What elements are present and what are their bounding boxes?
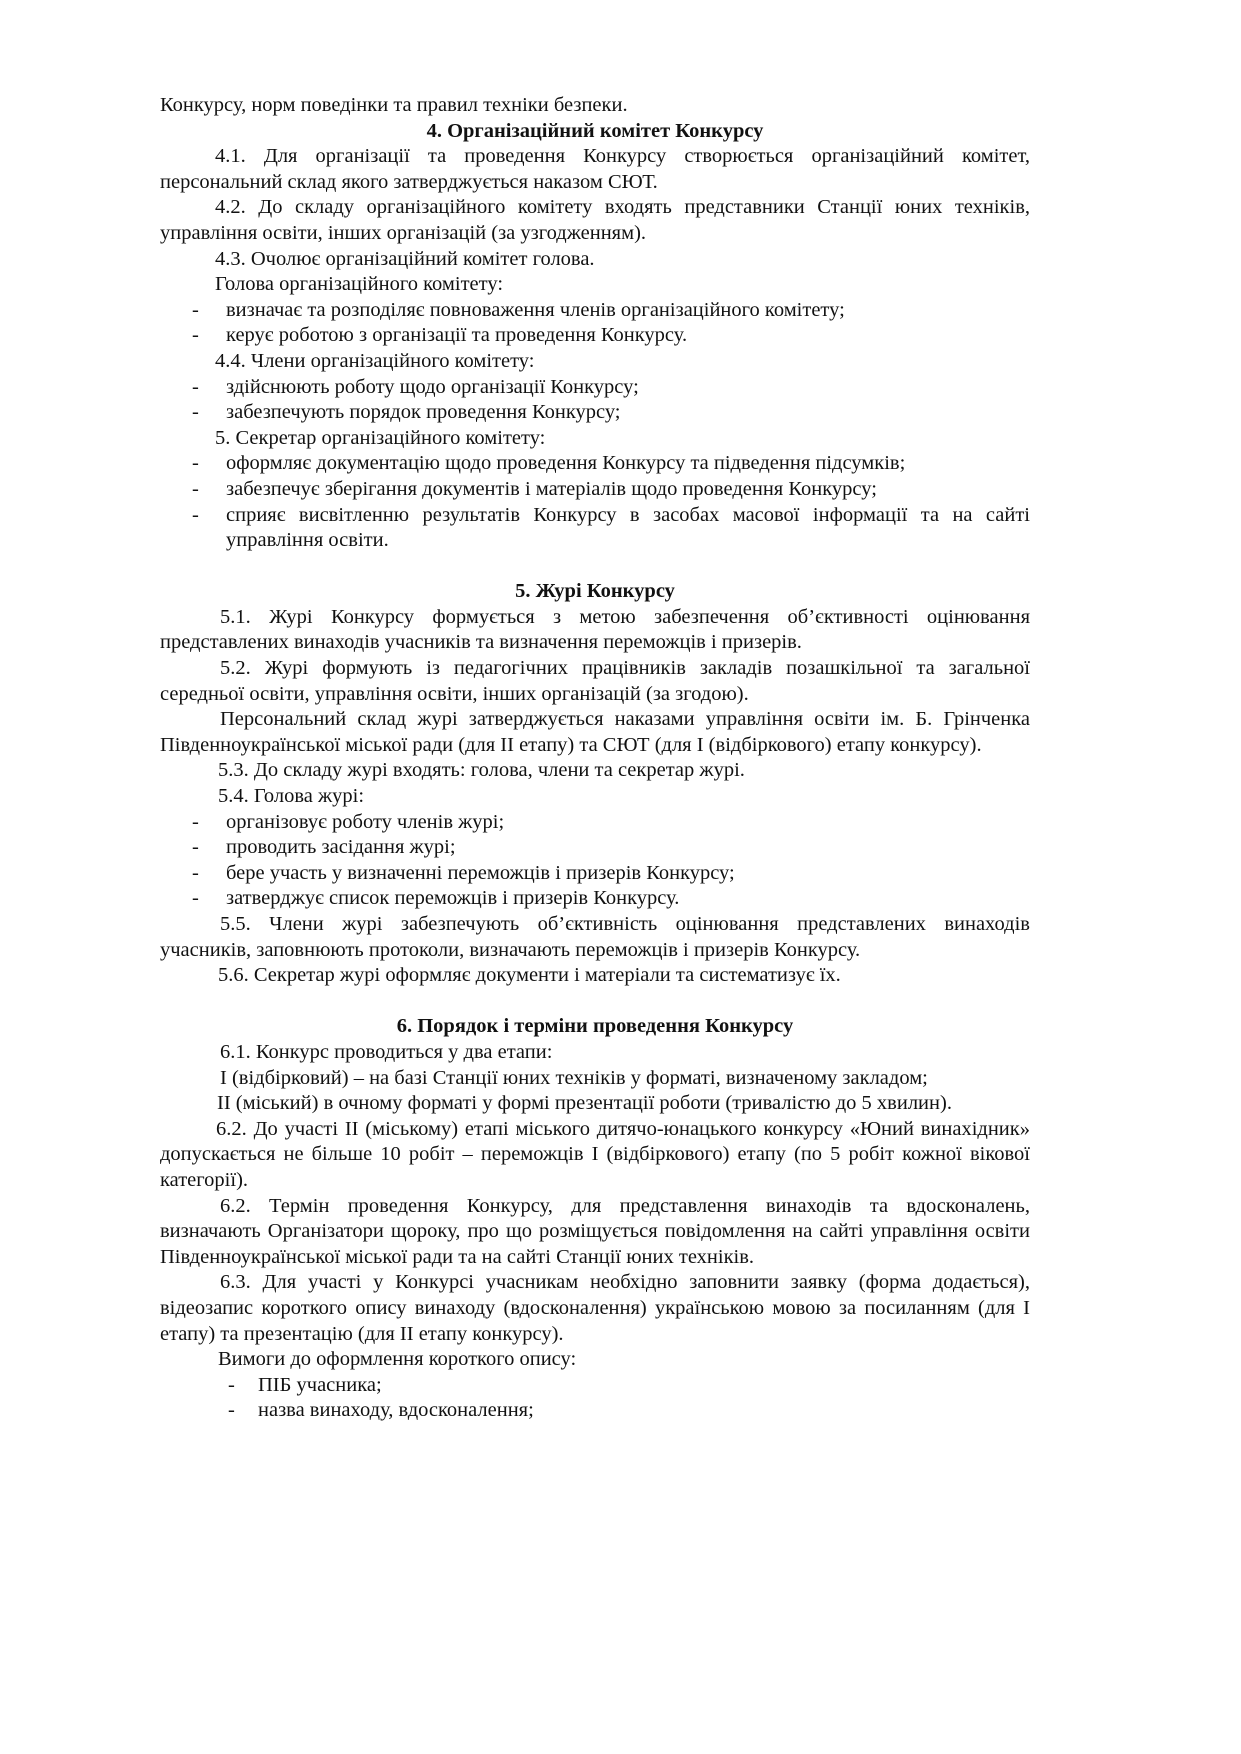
list-item: - визначає та розподіляє повноваження членів організаційного комітету; <box>160 298 1030 324</box>
bullet-dash: - <box>192 477 199 500</box>
bullet-dash: - <box>192 298 199 321</box>
paragraph-5-2: 5.2. Журі формують із педагогічних працівників закладів позашкільної та загальної середньої освіти, управління освіти, інших організацій (за згодою). <box>160 657 1030 705</box>
list-item: - забезпечує зберігання документів і матеріалів щодо проведення Конкурсу; <box>160 477 1030 503</box>
bullet-dash: - <box>192 836 199 859</box>
list-item: - проводить засідання журі; <box>160 835 1030 861</box>
document-page <box>160 93 1030 1424</box>
bullet-dash: - <box>192 375 199 398</box>
paragraph-4-2: 4.2. До складу організаційного комітету входять представники Станції юних техніків, управління освіти, інших організацій (за узгодженням). <box>160 196 1030 244</box>
intro-line: Конкурсу, норм поведінки та правил техніки безпеки. <box>160 94 628 116</box>
bullet-dash: - <box>228 1399 235 1422</box>
list-item: - затверджує список переможців і призерів Конкурсу. <box>160 886 1030 912</box>
bullet-dash: - <box>192 503 199 526</box>
paragraph-4-4: 4.4. Члени організаційного комітету: <box>215 349 535 372</box>
paragraph-5-6: 5.6. Секретар журі оформляє документи і матеріали та систематизує їх. <box>218 964 841 987</box>
paragraph-personal: Персональний склад журі затверджується наказами управління освіти ім. Б. Грінченка Південноукраїнської міської ради (для ІІ етапу) та СЮТ (для І (відбіркового) етапу конкурсу). <box>160 708 1030 756</box>
bullet-dash: - <box>192 401 199 424</box>
bullet-dash: - <box>192 810 199 833</box>
spacer <box>160 989 1030 1015</box>
bullet-dash: - <box>228 1373 235 1396</box>
list-item: - керує роботою з організації та проведення Конкурсу. <box>160 323 1030 349</box>
list-item: - бере участь у визначенні переможців і призерів Конкурсу; <box>160 861 1030 887</box>
list-item: - організовує роботу членів журі; <box>160 810 1030 836</box>
spacer <box>160 554 1030 580</box>
paragraph-5-5: 5.5. Члени журі забезпечують об’єктивність оцінювання представлених винаходів учасників, заповнюють протоколи, визначають переможців і призерів Конкурсу. <box>160 913 1030 961</box>
bullet-dash: - <box>192 861 199 884</box>
list-item: - забезпечують порядок проведення Конкурсу; <box>160 400 1030 426</box>
paragraph-5-secretary: 5. Секретар організаційного комітету: <box>215 426 546 449</box>
bullet-dash: - <box>192 887 199 910</box>
bullet-dash: - <box>192 452 199 475</box>
list-item: - ПІБ учасника; <box>160 1373 1030 1399</box>
section-4-heading: 4. Організаційний комітет Конкурсу <box>426 119 764 142</box>
paragraph-6-2b: 6.2. Термін проведення Конкурсу, для представлення винаходів та вдосконалень, визначають Організатори щороку, про що розміщується повідомлення на сайті управління освіти Південноукраїнської міської ради та на сайті Станції юних техніків. <box>160 1194 1030 1268</box>
paragraph-5-3: 5.3. До складу журі входять: голова, члени та секретар журі. <box>218 759 745 782</box>
list-item: - назва винаходу, вдосконалення; <box>160 1398 1030 1424</box>
head-label: Голова організаційного комітету: <box>215 273 504 296</box>
list-item: - здійснюють роботу щодо організації Конкурсу; <box>160 375 1030 401</box>
paragraph-4-3: 4.3. Очолює організаційний комітет голова. <box>215 247 595 270</box>
paragraph-6-3: 6.3. Для участі у Конкурсі учасникам необхідно заповнити заявку (форма додається), відеозапис короткого опису винаходу (вдосконалення) українською мовою за посиланням (для І етапу) та презентацію (для ІІ етапу конкурсу). <box>160 1271 1030 1345</box>
paragraph-6-2a: 6.2. До участі ІІ (міському) етапі міського дитячо-юнацького конкурсу «Юний винахідник» допускається не більше 10 робіт – переможців І (відбіркового) етапу (по 5 робіт кожної вікової категорії). <box>160 1117 1030 1191</box>
paragraph-5-1: 5.1. Журі Конкурсу формується з метою забезпечення об’єктивності оцінювання представлених винаходів учасників та визначення переможців і призерів. <box>160 605 1030 654</box>
paragraph-5-4: 5.4. Голова журі: <box>218 785 365 808</box>
list-item: - сприяє висвітленню результатів Конкурсу в засобах масової інформації та на сайті управління освіти. <box>192 503 1030 552</box>
requirements-label: Вимоги до оформлення короткого опису: <box>218 1348 577 1371</box>
paragraph-4-1: 4.1. Для організації та проведення Конкурсу створюється організаційний комітет, персональний склад якого затверджується наказом СЮТ. <box>160 145 1030 193</box>
stage-1: І (відбірковий) – на базі Станції юних техніків у форматі, визначеному закладом; <box>220 1066 928 1089</box>
section-5-heading: 5. Журі Конкурсу <box>515 580 675 603</box>
list-item: - оформляє документацію щодо проведення Конкурсу та підведення підсумків; <box>160 451 1030 477</box>
paragraph-6-1: 6.1. Конкурс проводиться у два етапи: <box>220 1040 553 1063</box>
stage-2: ІІ (міський) в очному форматі у формі презентації роботи (тривалістю до 5 хвилин). <box>217 1092 952 1115</box>
bullet-dash: - <box>192 324 199 347</box>
section-6-heading: 6. Порядок і терміни проведення Конкурсу <box>396 1015 794 1038</box>
